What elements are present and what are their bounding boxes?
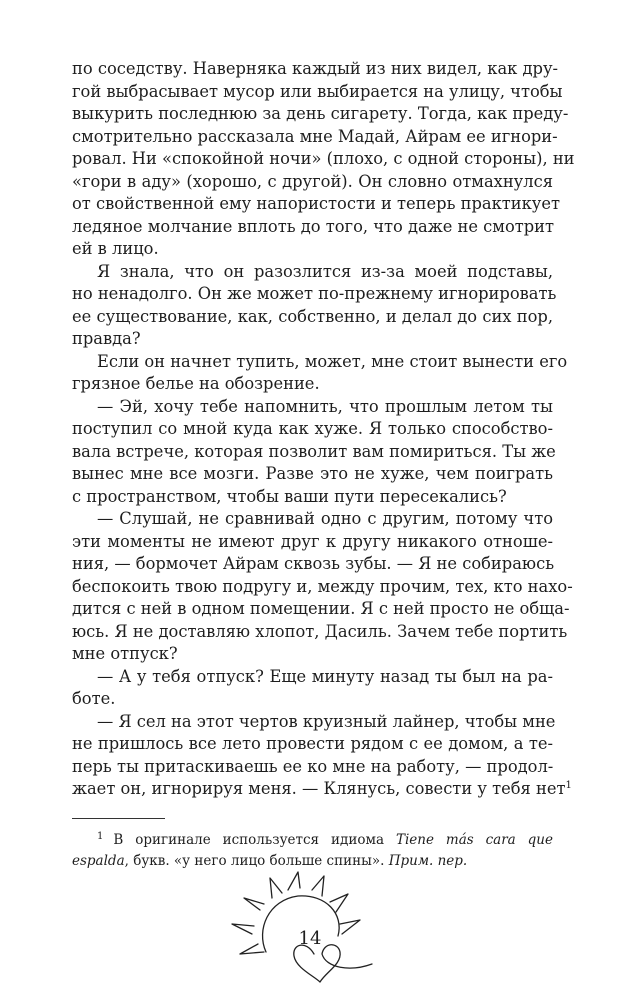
text-line: правда? (72, 329, 141, 348)
text-line: дится с ней в одном помещении. Я с ней просто не обща- (72, 599, 570, 618)
footnote-translator-note: Прим. пер. (388, 853, 468, 869)
text-line: Если он начнет тупить, может, мне стоит вынести его (97, 351, 568, 371)
text-line: ледяное молчание вплоть до того, что даже не смотрит (72, 216, 555, 236)
text-line: — А у тебя отпуск? Еще минуту назад ты был на ра- (97, 666, 553, 686)
footnote-idiom-end: espalda (72, 853, 125, 869)
text-line: не пришлось все лето провести рядом с ее домом, а те- (72, 734, 553, 753)
text-line: эти моменты не имеют друг к другу никакого отноше- (72, 531, 553, 551)
footnote-number: 1 (97, 831, 104, 842)
footnote-divider (72, 818, 165, 819)
text-line: с пространством, чтобы ваши пути пересекались? (72, 486, 507, 506)
text-line: от свойственной ему напористости и теперь практикует (72, 194, 561, 213)
page-number: 14 (298, 928, 322, 949)
footnote-reference[interactable]: 1 (565, 780, 572, 791)
footnote-idiom: Tiene más cara que (395, 832, 553, 848)
text-line: юсь. Я не доставляю хлопот, Дасиль. Зачем тебе портить (72, 621, 568, 641)
text-line: перь ты притаскиваешь ее ко мне на работу, — продол- (72, 756, 554, 776)
text-line-with-footnote (72, 778, 572, 801)
text-line: ровал. Ни «спокойной ночи» (плохо, с одной стороны), ни (72, 149, 575, 168)
text-line: смотрительно рассказала мне Мадай, Айрам ее игнори- (72, 126, 558, 146)
text-line: гой выбрасывает мусор или выбирается на улицу, чтобы (72, 81, 563, 101)
body-text (72, 58, 575, 801)
text-line: ния, — бормочет Айрам сквозь зубы. — Я не собираюсь (72, 554, 555, 573)
text-line: ей в лицо. (72, 239, 159, 258)
text-line: выкурить последнюю за день сигарету. Тогда, как преду- (72, 104, 569, 123)
text-line: «гори в аду» (хорошо, с другой). Он словно отмахнулся (72, 171, 553, 191)
text-line: беспокоить твою подругу и, между прочим, тех, кто нахо- (72, 576, 573, 596)
text-line: вынес мне все мозги. Разве это не хуже, чем поиграть (72, 464, 553, 483)
footnote (72, 826, 553, 872)
text-line: — Я сел на этот чертов круизный лайнер, чтобы мне (97, 711, 556, 731)
text-line: Я знала, что он разозлится из-за моей подставы, (97, 261, 553, 281)
text-line: по соседству. Наверняка каждый из них видел, как дру- (72, 59, 559, 78)
text-line: вала встрече, которая позволит вам помириться. Ты же (72, 441, 556, 461)
text-line: поступил со мной куда как хуже. Я только способство- (72, 419, 553, 438)
text-line: боте. (72, 689, 116, 708)
text-line: мне отпуск? (72, 644, 178, 663)
text-line-content: жает он, игнорируя меня. — Клянусь, совести у тебя нет (72, 779, 566, 798)
text-line: ее существование, как, собственно, и делал до сих пор, (72, 306, 553, 326)
footnote-translation: , букв. «у него лицо больше спины». (124, 853, 389, 869)
text-line: — Слушай, не сравнивай одно с другим, потому что (97, 509, 553, 528)
text-line: грязное белье на обозрение. (72, 374, 320, 393)
text-line: но ненадолго. Он же может по-прежнему игнорировать (72, 284, 557, 303)
footnote-line (72, 826, 553, 851)
footnote-text: В оригинале используется идиома (113, 832, 396, 848)
text-line: — Эй, хочу тебе напомнить, что прошлым летом ты (97, 396, 553, 416)
